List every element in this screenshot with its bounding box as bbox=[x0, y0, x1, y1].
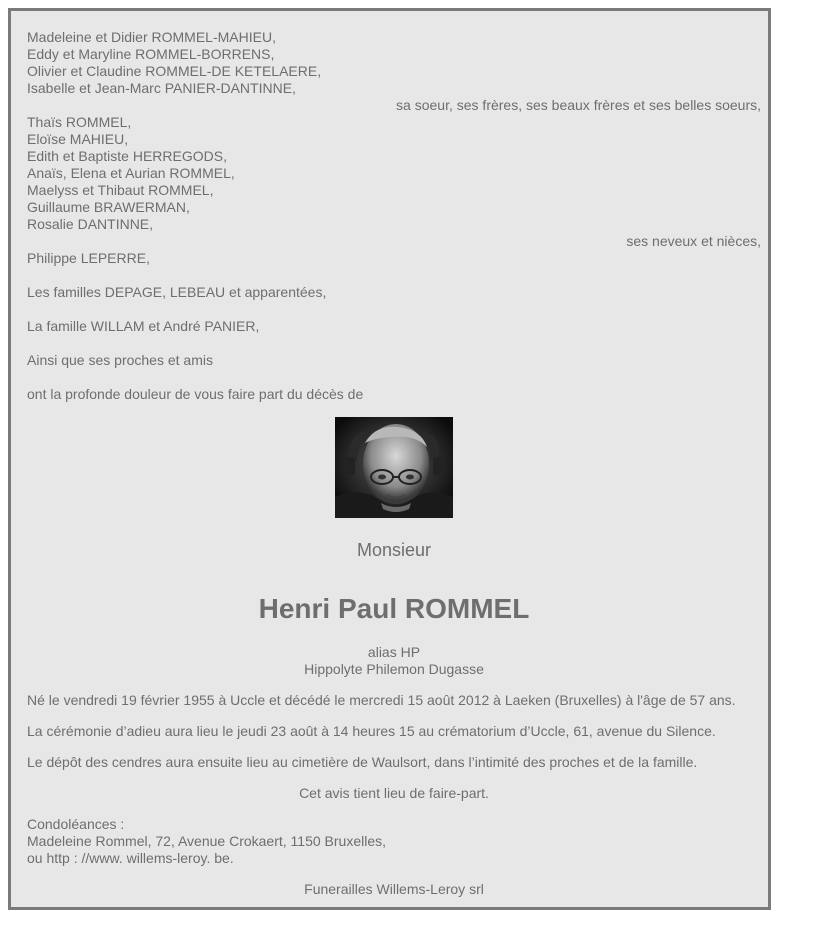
family-member-line: Eddy et Maryline ROMMEL-BORRENS, bbox=[27, 46, 275, 62]
family-member-line: Eloïse MAHIEU, bbox=[27, 131, 129, 147]
family-member-line: La famille WILLAM et André PANIER, bbox=[27, 318, 260, 334]
family-member-line: Rosalie DANTINNE, bbox=[27, 216, 154, 232]
family-member-line: Anaïs, Elena et Aurian ROMMEL, bbox=[27, 165, 235, 181]
family-member-line: Thaïs ROMMEL, bbox=[27, 114, 132, 130]
nephews-role-label: ses neveux et nièces, bbox=[626, 233, 761, 249]
alias-line: Hippolyte Philemon Dugasse bbox=[304, 661, 484, 677]
portrait-photo bbox=[335, 417, 453, 518]
family-member-line: Philippe LEPERRE, bbox=[27, 250, 150, 266]
family-member-line: Les familles DEPAGE, LEBEAU et apparentées, bbox=[27, 284, 327, 300]
siblings-role-label: sa soeur, ses frères, ses beaux frères et ses belles soeurs, bbox=[396, 97, 761, 113]
family-member-line: Olivier et Claudine ROMMEL-DE KETELAERE, bbox=[27, 63, 322, 79]
condolences-web-link[interactable]: ou http : //www. willems-leroy. be. bbox=[27, 850, 234, 866]
family-member-line: Guillaume BRAWERMAN, bbox=[27, 199, 190, 215]
notice-text: Cet avis tient lieu de faire-part. bbox=[299, 785, 489, 801]
ceremony-text: La cérémonie d’adieu aura lieu le jeudi 23 août à 14 heures 15 au crématorium d’Uccle, 61, avenue du Silence. bbox=[27, 723, 716, 739]
honorific-title: Monsieur bbox=[356, 540, 432, 560]
portrait-container bbox=[27, 417, 761, 518]
portrait-image bbox=[335, 417, 453, 518]
family-member-line: Maelyss et Thibaut ROMMEL, bbox=[27, 182, 214, 198]
obituary-card bbox=[8, 8, 771, 910]
condolences-label: Condoléances : bbox=[27, 816, 125, 832]
ashes-text: Le dépôt des cendres aura ensuite lieu au cimetière de Waulsort, dans l’intimité des proches et de la famille. bbox=[27, 754, 698, 770]
funeral-home-credit: Funerailles Willems-Leroy srl bbox=[304, 881, 484, 897]
family-member-line: Edith et Baptiste HERREGODS, bbox=[27, 148, 227, 164]
family-member-line: Isabelle et Jean-Marc PANIER-DANTINNE, bbox=[27, 80, 296, 96]
deceased-name: Henri Paul ROMMEL bbox=[258, 593, 530, 624]
obituary-content bbox=[27, 29, 761, 898]
announcement-line: ont la profonde douleur de vous faire part du décès de bbox=[27, 386, 364, 402]
condolences-address: Madeleine Rommel, 72, Avenue Crokaert, 1150 Bruxelles, bbox=[27, 833, 387, 849]
birth-death-text: Né le vendredi 19 février 1955 à Uccle et décédé le mercredi 15 août 2012 à Laeken (Bruxelles) à l'âge de 57 ans. bbox=[27, 692, 736, 708]
alias-line: alias HP bbox=[367, 644, 421, 660]
family-member-line: Ainsi que ses proches et amis bbox=[27, 352, 213, 368]
family-member-line: Madeleine et Didier ROMMEL-MAHIEU, bbox=[27, 29, 276, 45]
